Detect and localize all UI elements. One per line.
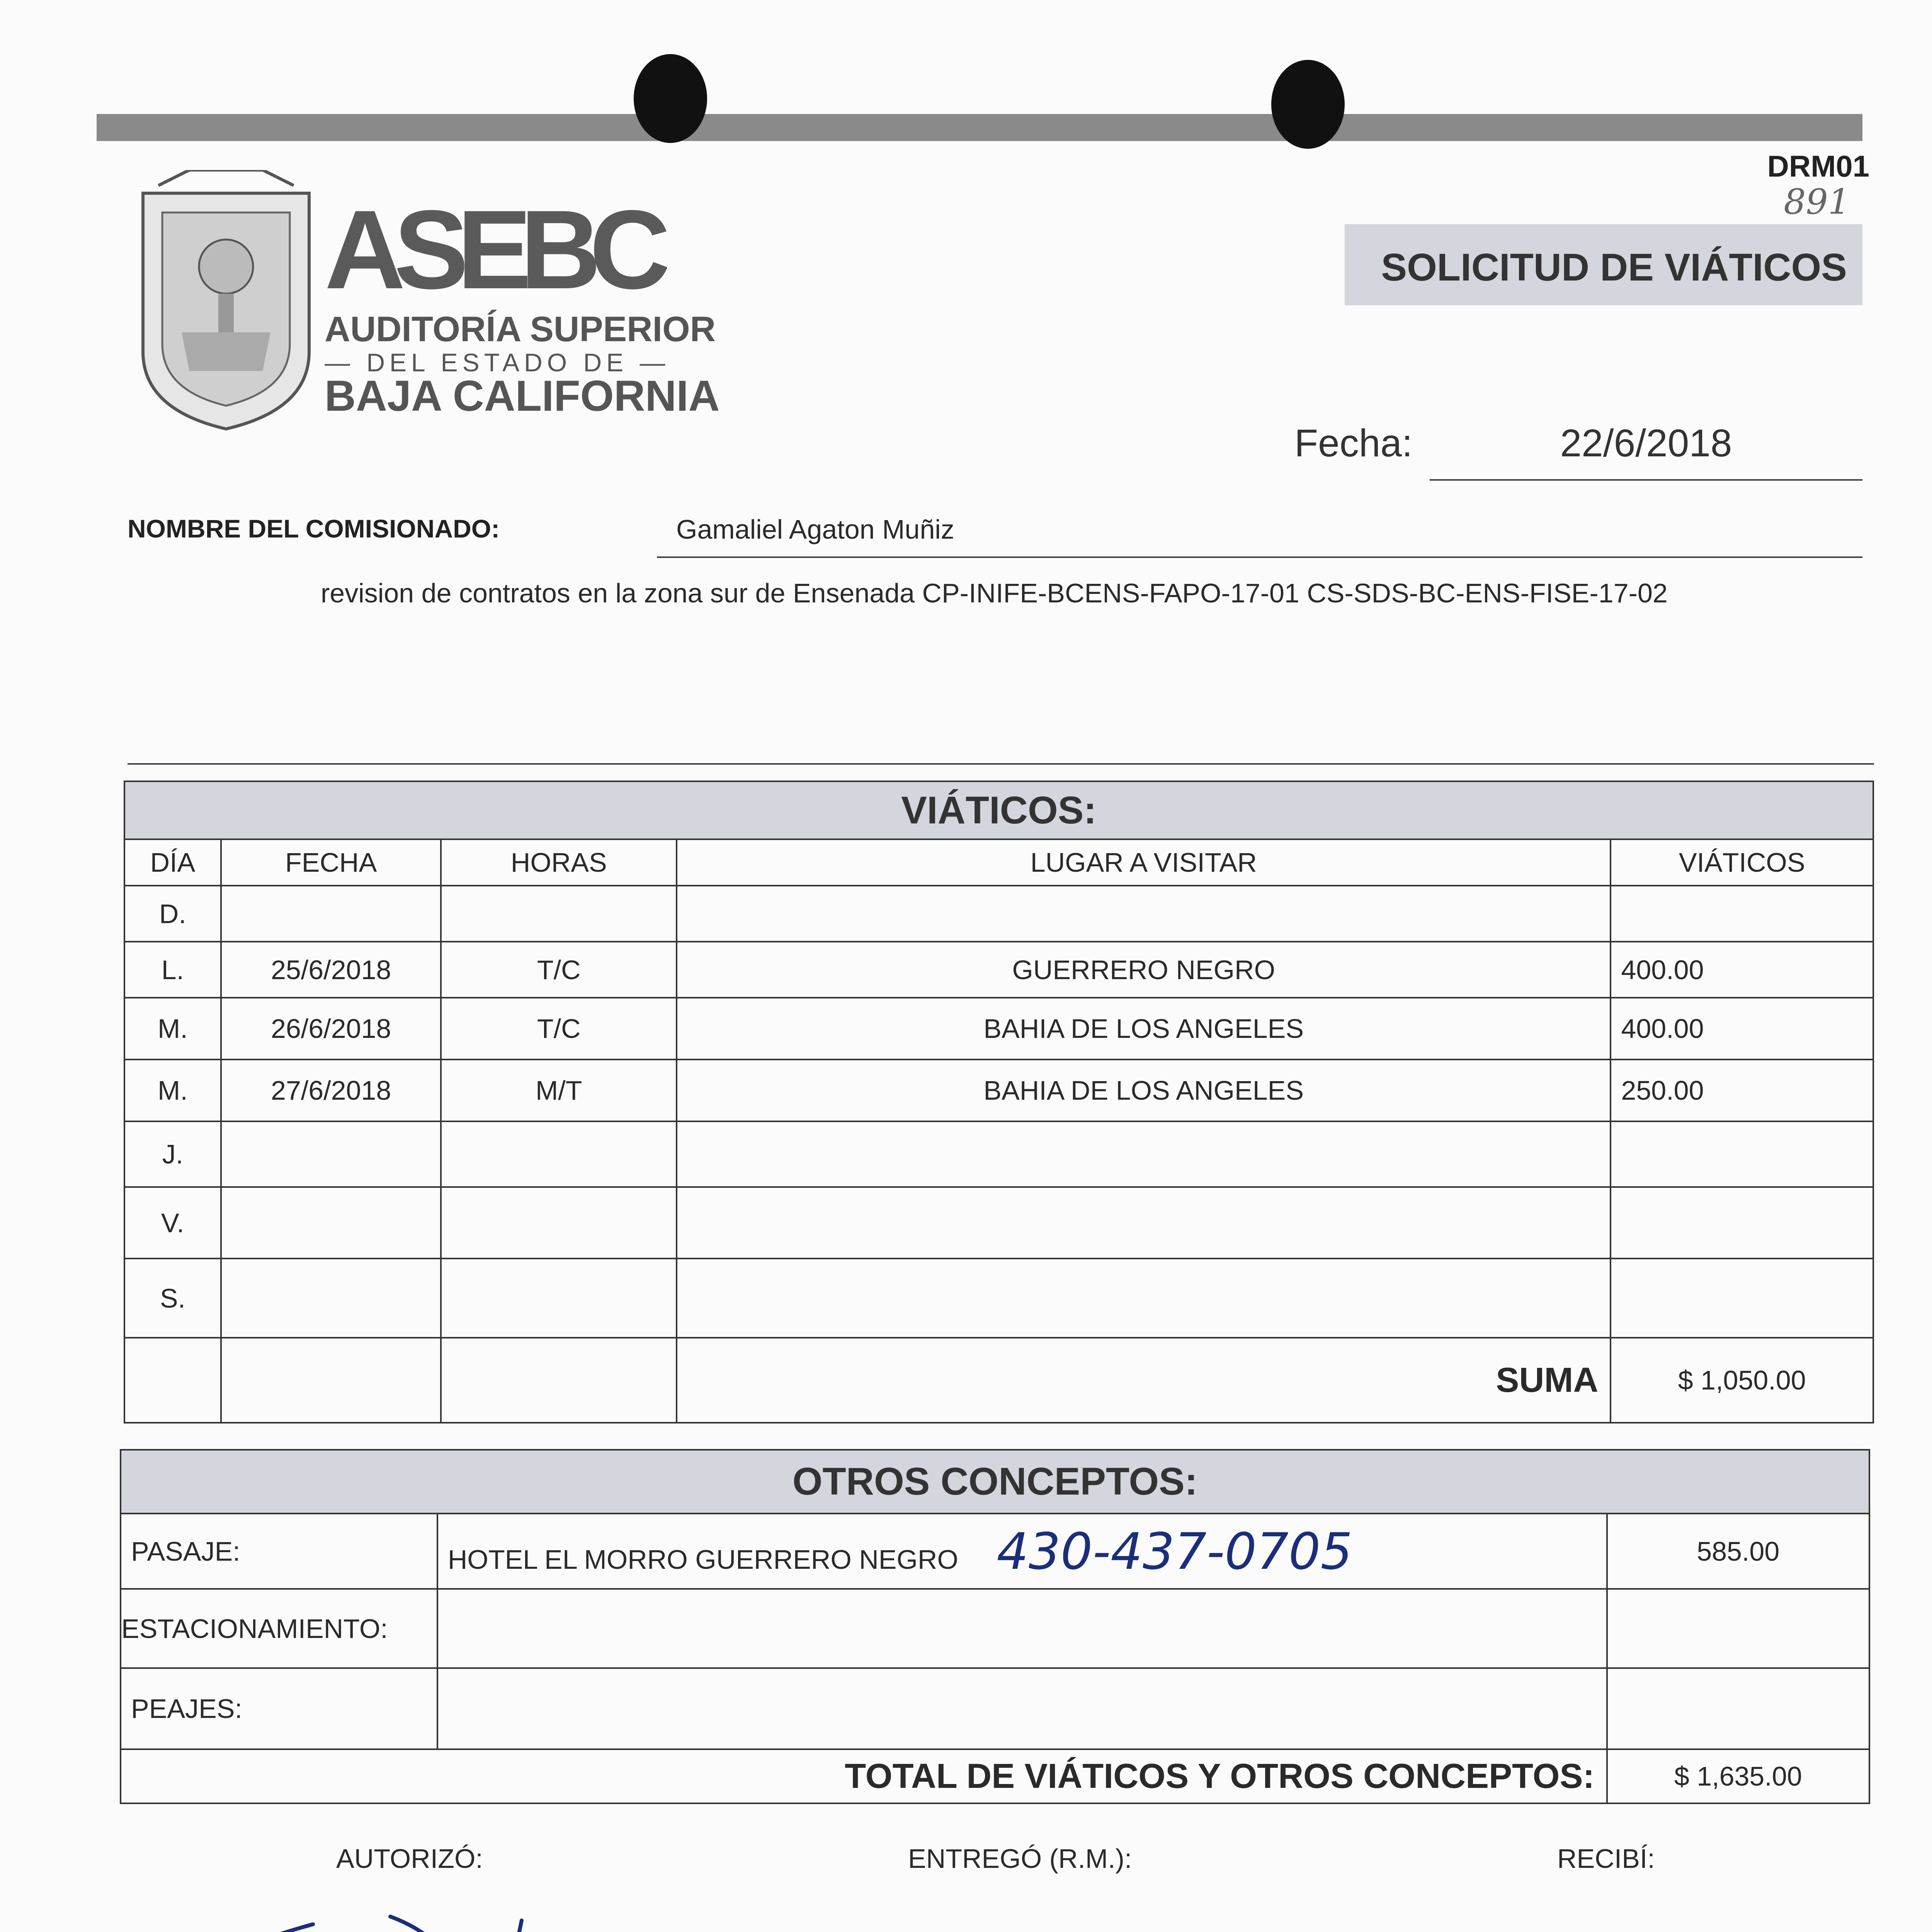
cell-dia: M.: [124, 998, 221, 1060]
table-row: [124, 1060, 1873, 1121]
handwritten-signatures: [97, 1893, 1913, 1932]
viaticos-header-row: [124, 839, 1873, 886]
table-row: [124, 1187, 1873, 1259]
suma-label: SUMA: [677, 1338, 1611, 1423]
pasaje-amount: 585.00: [1607, 1514, 1870, 1589]
cell-dia: S.: [124, 1259, 221, 1338]
cell-viaticos: [1611, 1259, 1873, 1338]
signature-stroke: [444, 1920, 715, 1932]
top-bar: [97, 114, 1862, 141]
cell-dia: D.: [124, 886, 221, 942]
total-value: $ 1,635.00: [1607, 1749, 1870, 1803]
viaticos-title: VIÁTICOS:: [124, 781, 1873, 839]
col-viaticos: VIÁTICOS: [1611, 839, 1873, 886]
peajes-detail: [437, 1668, 1607, 1749]
cell-viaticos: [1611, 1121, 1873, 1187]
table-row: [124, 886, 1873, 942]
table-row: [124, 998, 1873, 1060]
cell-dia: L.: [124, 942, 221, 998]
cell-dia: M.: [124, 1060, 221, 1121]
punch-hole: [1271, 60, 1345, 149]
cell-lugar: [677, 886, 1611, 942]
cell-viaticos: 400.00: [1611, 942, 1873, 998]
cell-lugar: GUERRERO NEGRO: [677, 942, 1611, 998]
cell-fecha: 25/6/2018: [221, 942, 441, 998]
cell-horas: [441, 1187, 677, 1259]
col-dia: DÍA: [124, 839, 221, 886]
cell-horas: [441, 886, 677, 942]
viaticos-table: [124, 781, 1874, 1423]
table-row: [124, 1259, 1873, 1338]
cell-lugar: [677, 1121, 1611, 1187]
cell-horas: [441, 1121, 677, 1187]
comisionado-underline: [657, 556, 1862, 558]
punch-hole: [634, 54, 707, 143]
col-fecha: FECHA: [221, 839, 441, 886]
estacionamiento-detail: [437, 1589, 1607, 1668]
handwritten-number: 891: [1784, 182, 1850, 222]
otros-conceptos-table: [120, 1449, 1870, 1804]
logo-line1: AUDITORÍA SUPERIOR: [325, 310, 716, 349]
pasaje-label: PASAJE:: [121, 1514, 437, 1589]
cell-dia: V.: [124, 1187, 221, 1259]
logo-line2: — DEL ESTADO DE —: [325, 348, 670, 377]
peajes-amount: [1607, 1668, 1870, 1749]
recibi-label: RECIBÍ:: [1557, 1844, 1655, 1874]
fecha-value: 22/6/2018: [1560, 422, 1732, 465]
peajes-label: PEAJES:: [121, 1668, 437, 1749]
cell-lugar: BAHIA DE LOS ANGELES: [677, 998, 1611, 1060]
cell-viaticos: [1611, 1187, 1873, 1259]
table-row: [124, 1121, 1873, 1187]
cell-viaticos: [1611, 886, 1873, 942]
entrego-label: ENTREGÓ (R.M.):: [908, 1844, 1132, 1874]
total-row: [121, 1749, 1869, 1803]
table-row: [124, 942, 1873, 998]
table-row: [121, 1514, 1869, 1589]
coat-of-arms-icon: [135, 170, 317, 433]
col-horas: HORAS: [441, 839, 677, 886]
cell-horas: [441, 1259, 677, 1338]
cell-fecha: [221, 1121, 441, 1187]
cell-fecha: 27/6/2018: [221, 1060, 441, 1121]
estacionamiento-label: ESTACIONAMIENTO:: [121, 1589, 437, 1668]
signature-stroke: [701, 1919, 1293, 1932]
logo-acronym: ASEBC: [325, 187, 659, 312]
otros-title: OTROS CONCEPTOS:: [121, 1450, 1869, 1514]
table-row: [121, 1589, 1869, 1668]
col-lugar: LUGAR A VISITAR: [677, 839, 1611, 886]
cell-fecha: [221, 1187, 441, 1259]
logo-line3: BAJA CALIFORNIA: [325, 372, 720, 420]
pasaje-detail: HOTEL EL MORRO GUERRERO NEGRO 430-437-0705: [437, 1514, 1607, 1589]
cell-horas: M/T: [441, 1060, 677, 1121]
fecha-underline: [1430, 479, 1862, 481]
total-label: TOTAL DE VIÁTICOS Y OTROS CONCEPTOS:: [121, 1749, 1607, 1803]
separator-line: [128, 763, 1874, 765]
table-row: [121, 1668, 1869, 1749]
cell-viaticos: 400.00: [1611, 998, 1873, 1060]
cell-horas: T/C: [441, 998, 677, 1060]
cell-fecha: [221, 1259, 441, 1338]
form-code: DRM01: [1767, 149, 1869, 183]
autorizo-label: AUTORIZÓ:: [336, 1844, 483, 1874]
cell-viaticos: 250.00: [1611, 1060, 1873, 1121]
comision-description: revision de contratos en la zona sur de Ensenada CP-INIFE-BCENS-FAPO-17-01 CS-SDS-BC-ENS-FISE-17-02: [321, 578, 1668, 608]
handwritten-phone: 430-437-0705: [997, 1522, 1353, 1581]
page-title: SOLICITUD DE VIÁTICOS: [1381, 246, 1847, 289]
signature-stroke: [114, 1917, 456, 1932]
comisionado-value: Gamaliel Agaton Muñiz: [676, 514, 954, 544]
cell-fecha: [221, 886, 441, 942]
suma-row: [124, 1338, 1873, 1423]
title-box: [1345, 224, 1862, 305]
fecha-label: Fecha:: [1294, 422, 1413, 465]
suma-value: $ 1,050.00: [1611, 1338, 1873, 1423]
cell-dia: J.: [124, 1121, 221, 1187]
estacionamiento-amount: [1607, 1589, 1870, 1668]
cell-lugar: [677, 1187, 1611, 1259]
cell-lugar: BAHIA DE LOS ANGELES: [677, 1060, 1611, 1121]
cell-lugar: [677, 1259, 1611, 1338]
cell-fecha: 26/6/2018: [221, 998, 441, 1060]
cell-horas: T/C: [441, 942, 677, 998]
comisionado-label: NOMBRE DEL COMISIONADO:: [128, 514, 500, 543]
